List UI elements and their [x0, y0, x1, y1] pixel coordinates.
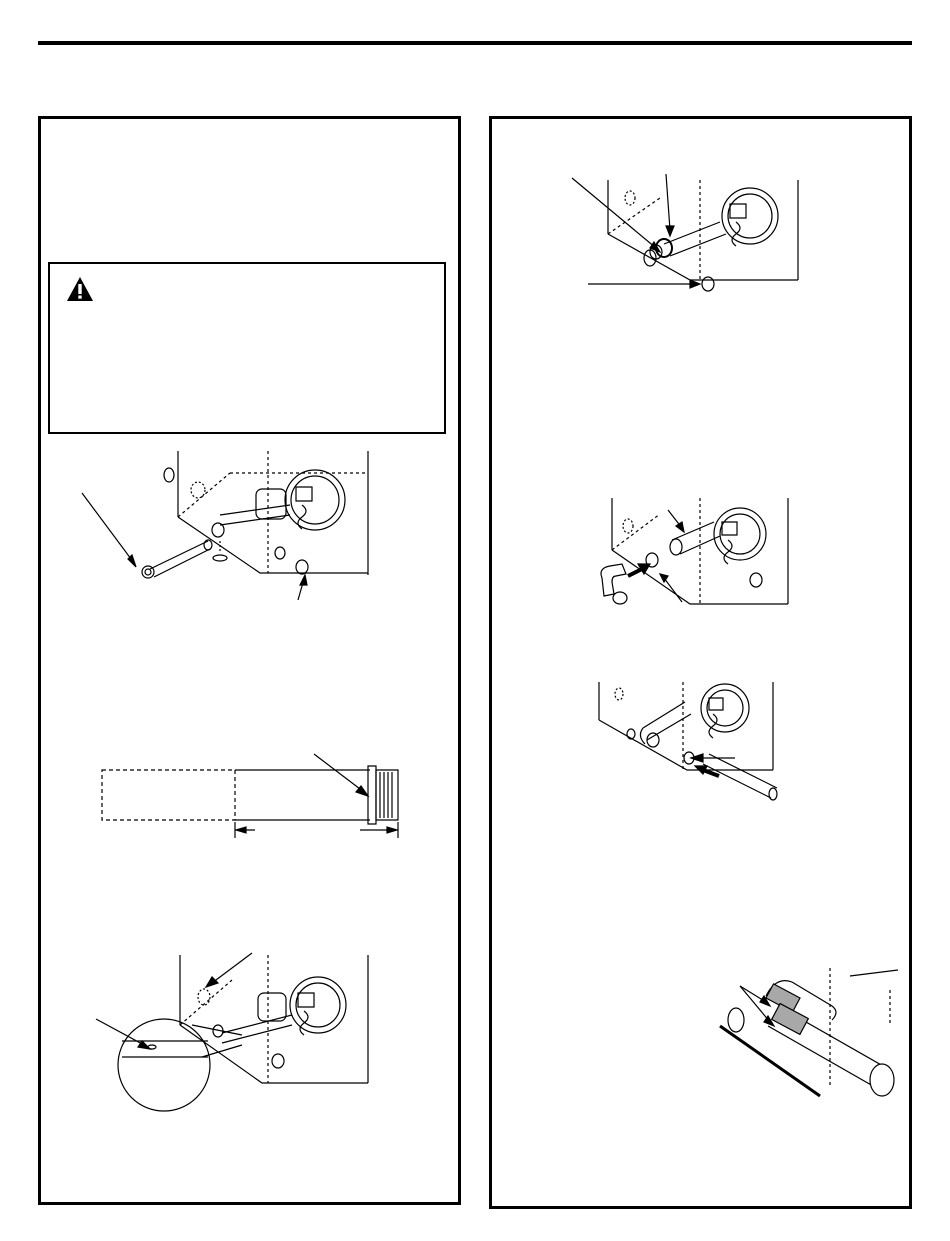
pipe-attached-figure [570, 168, 805, 298]
warning-box [48, 262, 446, 434]
remove-drain-pipe-figure [70, 445, 390, 605]
extension-install-figure [595, 680, 785, 812]
top-horizontal-rule [38, 41, 912, 45]
warning-triangle-icon [66, 276, 94, 302]
locate-hole-figure [92, 945, 382, 1120]
tape-wrap-figure [720, 966, 900, 1106]
cut-pipe-figure [100, 750, 410, 840]
elbow-install-figure [590, 494, 795, 610]
